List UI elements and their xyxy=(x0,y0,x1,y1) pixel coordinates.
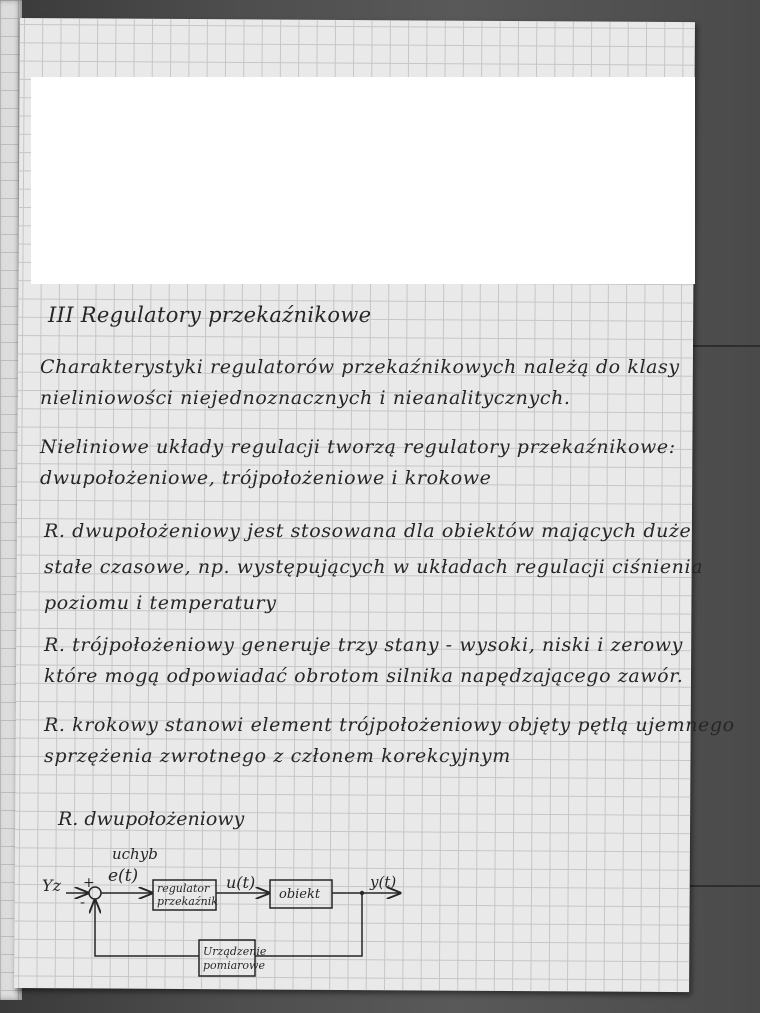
section-heading: III Regulatory przekaźnikowe xyxy=(48,303,372,327)
plant-label: obiekt xyxy=(279,887,321,902)
output-signal-label: y(t) xyxy=(370,873,397,891)
setpoint-label: Yz xyxy=(42,876,61,895)
measurement-label: Urządzenie xyxy=(203,945,267,958)
text-line: które mogą odpowiadać obrotom silnika napędzającego zawór. xyxy=(44,665,684,687)
text-line: R. dwupołożeniowy jest stosowana dla obiektów mających duże xyxy=(44,520,692,542)
minus-sign: - xyxy=(80,893,86,911)
text-line: sprzężenia zwrotnego z członem korekcyjnym xyxy=(44,745,511,767)
error-signal-label: e(t) xyxy=(108,866,139,886)
diagram-title: R. dwupołożeniowy xyxy=(58,808,245,830)
text-line: poziomu i temperatury xyxy=(44,592,277,614)
regulator-label: regulator xyxy=(157,882,210,895)
error-caption: uchyb xyxy=(112,845,158,863)
branch-point xyxy=(360,891,364,895)
text-line: dwupołożeniowe, trójpołożeniowe i krokowe xyxy=(40,467,492,489)
plus-sign: + xyxy=(83,875,95,891)
feedback-return-line xyxy=(95,900,199,956)
measurement-label: pomiarowe xyxy=(203,959,265,972)
text-line: Charakterystyki regulatorów przekaźnikowych należą do klasy xyxy=(40,356,680,378)
text-line: R. trójpołożeniowy generuje trzy stany - wysoki, niski i zerowy xyxy=(44,634,683,656)
text-line: Nieliniowe układy regulacji tworzą regulatory przekaźnikowe: xyxy=(40,436,676,458)
text-line: stałe czasowe, np. występujących w układach regulacji ciśnienia xyxy=(44,556,704,578)
text-line: R. krokowy stanowi element trójpołożeniowy objęty pętlą ujemnego xyxy=(44,714,735,736)
regulator-label: przekaźnik xyxy=(157,895,218,908)
control-signal-label: u(t) xyxy=(226,873,256,892)
text-line: nieliniowości niejednoznacznych i nieanalitycznych. xyxy=(40,387,571,409)
feedback-line xyxy=(255,893,362,956)
